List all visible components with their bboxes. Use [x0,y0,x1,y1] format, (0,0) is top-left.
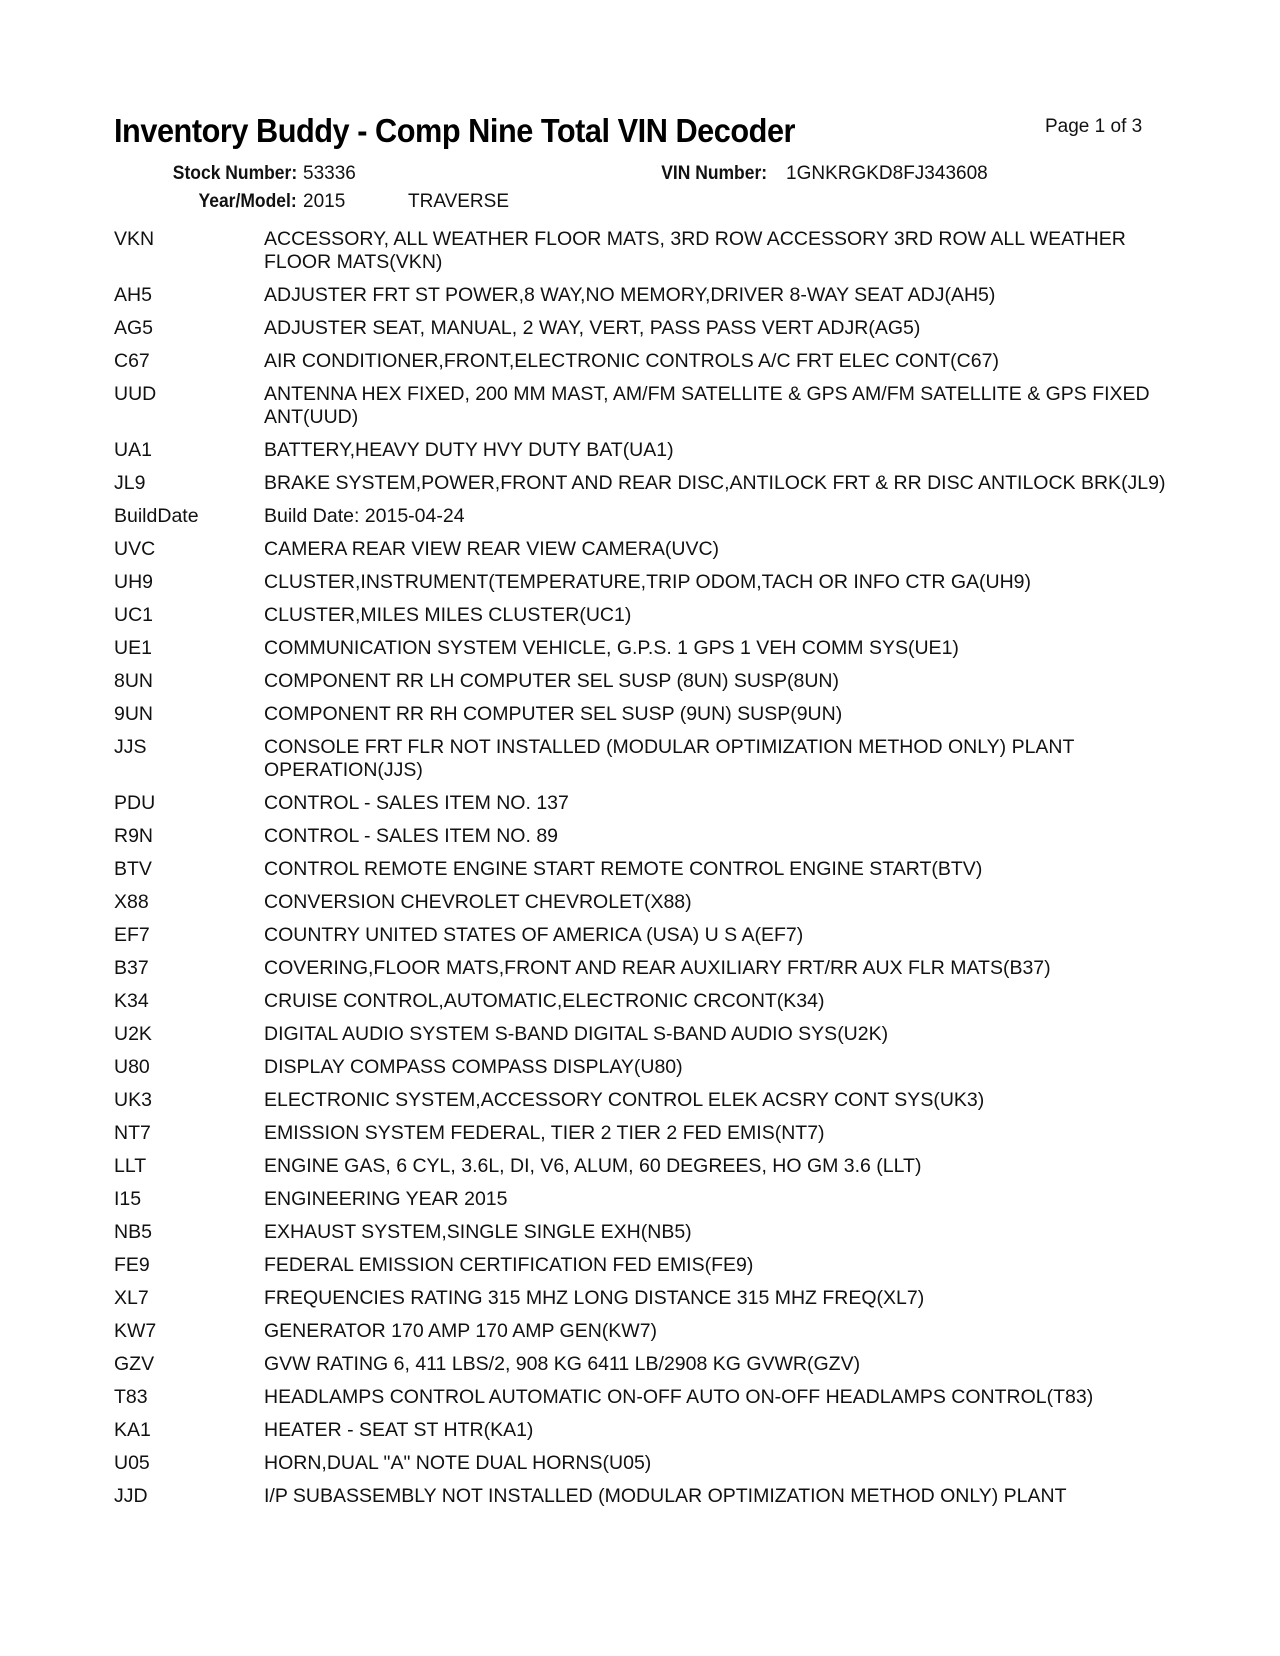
option-row [114,505,1174,528]
option-row [114,637,1174,660]
option-row [114,1287,1174,1310]
option-description: COMPONENT RR LH COMPUTER SEL SUSP (8UN) SUSP(8UN) [264,670,839,692]
option-row [114,1155,1174,1178]
option-description: CONSOLE FRT FLR NOT INSTALLED (MODULAR OPTIMIZATION METHOD ONLY) PLANT OPERATION(JJS) [264,736,1075,781]
option-row [114,736,1174,782]
option-description: GENERATOR 170 AMP 170 AMP GEN(KW7) [264,1320,658,1342]
option-description: COMMUNICATION SYSTEM VEHICLE, G.P.S. 1 GPS 1 VEH COMM SYS(UE1) [264,637,959,659]
option-code: VKN [114,228,155,250]
option-row [114,703,1174,726]
option-description: HEATER - SEAT ST HTR(KA1) [264,1419,534,1441]
option-code: GZV [114,1353,155,1375]
option-row [114,1485,1174,1508]
option-code: NB5 [114,1221,152,1243]
option-description: ADJUSTER SEAT, MANUAL, 2 WAY, VERT, PASS PASS VERT ADJR(AG5) [264,317,921,339]
page-number: Page 1 of 3 [1045,116,1143,137]
option-code: U80 [114,1056,150,1078]
option-description: FEDERAL EMISSION CERTIFICATION FED EMIS(FE9) [264,1254,754,1276]
option-code-list [114,228,1174,1518]
option-code: U05 [114,1452,150,1474]
option-description: Build Date: 2015-04-24 [264,505,465,527]
option-row [114,1320,1174,1343]
option-description: COUNTRY UNITED STATES OF AMERICA (USA) U S A(EF7) [264,924,804,946]
option-description: HEADLAMPS CONTROL AUTOMATIC ON-OFF AUTO ON-OFF HEADLAMPS CONTROL(T83) [264,1386,1094,1408]
option-code: UE1 [114,637,152,659]
option-description: DIGITAL AUDIO SYSTEM S-BAND DIGITAL S-BAND AUDIO SYS(U2K) [264,1023,889,1045]
option-row [114,439,1174,462]
option-row [114,990,1174,1013]
option-code: T83 [114,1386,148,1408]
option-code: JL9 [114,472,146,494]
vin-number-value: 1GNKRGKD8FJ343608 [786,163,988,184]
option-description: ELECTRONIC SYSTEM,ACCESSORY CONTROL ELEK ACSRY CONT SYS(UK3) [264,1089,985,1111]
option-description: ADJUSTER FRT ST POWER,8 WAY,NO MEMORY,DRIVER 8-WAY SEAT ADJ(AH5) [264,284,996,306]
option-description: CLUSTER,INSTRUMENT(TEMPERATURE,TRIP ODOM,TACH OR INFO CTR GA(UH9) [264,571,1032,593]
document-title: Inventory Buddy - Comp Nine Total VIN Decoder [114,112,796,149]
option-description: BRAKE SYSTEM,POWER,FRONT AND REAR DISC,ANTILOCK FRT & RR DISC ANTILOCK BRK(JL9) [264,472,1166,494]
option-code: UH9 [114,571,154,593]
option-row [114,1221,1174,1244]
option-code: UC1 [114,604,154,626]
option-row [114,1353,1174,1376]
option-row [114,228,1174,274]
option-row [114,924,1174,947]
option-code: 8UN [114,670,154,692]
option-code: XL7 [114,1287,149,1309]
option-row [114,317,1174,340]
option-code: LLT [114,1155,147,1177]
option-row [114,604,1174,627]
option-row [114,383,1174,429]
option-code: X88 [114,891,149,913]
option-row [114,1023,1174,1046]
option-row [114,571,1174,594]
option-description: ENGINE GAS, 6 CYL, 3.6L, DI, V6, ALUM, 60 DEGREES, HO GM 3.6 (LLT) [264,1155,922,1177]
option-description: I/P SUBASSEMBLY NOT INSTALLED (MODULAR OPTIMIZATION METHOD ONLY) PLANT [264,1485,1067,1507]
option-code: K34 [114,990,149,1012]
year-value: 2015 [303,191,346,212]
vin-number-label: VIN Number: [661,163,767,184]
option-description: CONTROL - SALES ITEM NO. 137 [264,792,569,814]
option-description: FREQUENCIES RATING 315 MHZ LONG DISTANCE 315 MHZ FREQ(XL7) [264,1287,925,1309]
option-row [114,1419,1174,1442]
option-code: 9UN [114,703,154,725]
option-description: EMISSION SYSTEM FEDERAL, TIER 2 TIER 2 FED EMIS(NT7) [264,1122,825,1144]
option-description: COVERING,FLOOR MATS,FRONT AND REAR AUXILIARY FRT/RR AUX FLR MATS(B37) [264,957,1051,979]
option-code: UA1 [114,439,152,461]
option-row [114,350,1174,373]
option-code: JJD [114,1485,148,1507]
option-code: UUD [114,383,157,405]
option-row [114,957,1174,980]
option-code: PDU [114,792,156,814]
option-description: COMPONENT RR RH COMPUTER SEL SUSP (9UN) SUSP(9UN) [264,703,843,725]
option-code: UK3 [114,1089,152,1111]
option-row [114,1386,1174,1409]
option-description: ACCESSORY, ALL WEATHER FLOOR MATS, 3RD ROW ACCESSORY 3RD ROW ALL WEATHER FLOOR MATS(VKN) [264,228,1126,273]
option-row [114,858,1174,881]
option-description: CRUISE CONTROL,AUTOMATIC,ELECTRONIC CRCONT(K34) [264,990,825,1012]
option-code: KW7 [114,1320,157,1342]
option-code: B37 [114,957,149,979]
option-description: BATTERY,HEAVY DUTY HVY DUTY BAT(UA1) [264,439,674,461]
option-code: BTV [114,858,152,880]
option-code: R9N [114,825,154,847]
year-model-label: Year/Model: [198,191,297,212]
option-row [114,1188,1174,1211]
option-row [114,472,1174,495]
option-row [114,825,1174,848]
option-code: U2K [114,1023,152,1045]
option-row [114,792,1174,815]
option-row [114,1254,1174,1277]
stock-number-label: Stock Number: [172,163,297,184]
option-code: BuildDate [114,505,199,527]
option-description: CLUSTER,MILES MILES CLUSTER(UC1) [264,604,632,626]
option-code: NT7 [114,1122,151,1144]
option-description: CAMERA REAR VIEW REAR VIEW CAMERA(UVC) [264,538,720,560]
option-row [114,1122,1174,1145]
stock-number-value: 53336 [303,163,356,184]
option-code: JJS [114,736,147,758]
option-description: EXHAUST SYSTEM,SINGLE SINGLE EXH(NB5) [264,1221,692,1243]
option-description: CONTROL REMOTE ENGINE START REMOTE CONTROL ENGINE START(BTV) [264,858,983,880]
option-row [114,891,1174,914]
option-description: HORN,DUAL "A" NOTE DUAL HORNS(U05) [264,1452,652,1474]
option-row [114,1056,1174,1079]
option-code: I15 [114,1188,142,1210]
option-row [114,1452,1174,1475]
option-description: AIR CONDITIONER,FRONT,ELECTRONIC CONTROLS A/C FRT ELEC CONT(C67) [264,350,999,372]
option-description: DISPLAY COMPASS COMPASS DISPLAY(U80) [264,1056,683,1078]
model-value: TRAVERSE [408,191,510,212]
option-code: KA1 [114,1419,151,1441]
option-description: GVW RATING 6, 411 LBS/2, 908 KG 6411 LB/2908 KG GVWR(GZV) [264,1353,861,1375]
option-code: UVC [114,538,156,560]
option-code: C67 [114,350,150,372]
option-row [114,538,1174,561]
option-description: ANTENNA HEX FIXED, 200 MM MAST, AM/FM SATELLITE & GPS AM/FM SATELLITE & GPS FIXED ANT(UUD) [264,383,1150,428]
option-description: ENGINEERING YEAR 2015 [264,1188,508,1210]
option-description: CONVERSION CHEVROLET CHEVROLET(X88) [264,891,692,913]
option-code: FE9 [114,1254,150,1276]
option-row [114,1089,1174,1112]
option-code: AG5 [114,317,154,339]
option-code: AH5 [114,284,152,306]
option-row [114,670,1174,693]
option-code: EF7 [114,924,150,946]
option-row [114,284,1174,307]
option-description: CONTROL - SALES ITEM NO. 89 [264,825,559,847]
